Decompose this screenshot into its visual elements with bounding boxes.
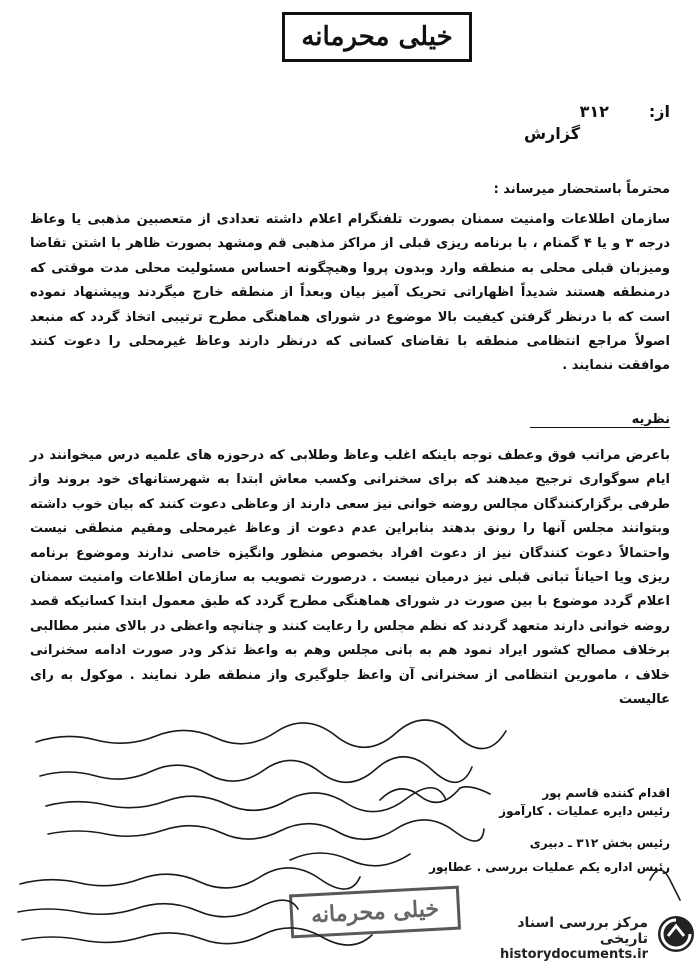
opinion-paragraph: باعرض مراتب فوق وعطف توجه باینکه اغلب وعاظ وطلابی که درحوزه های علمیه درس میخوانند در ایام سوگواری ترجیح میدهند که برای سخنرانی وکسب معاش ابتدا به شهرستانهای خود بروند واز طرفی برگزارکنندگان مجالس روضه خوانی نیز سعی دارند از وعاظی دعوت کنند که بیان خوب داشته وبتوانند مجلس آنها را رونق بدهند بنابراین عدم دعوت از وعاظ غیرمحلی ومقیم منطقی نیست واحتمالاً دعوت کنندگان نیز از دعوت افراد بخصوص منظور وانگیزه خاصی ندارند وموضوع برنامه ریزی ویا احیاناً تبانی قبلی نیز درمیان نیست . درصورت تصویب به سازمان اطلاعات وامنیت سمنان اعلام گردد موضوع با بین صورت در شورای هماهنگی مطرح گردد که طبق معمول ابتدا کسانیکه قصد روضه خوانی دارند متعهد گردند که نظم مجلس را رعایت کنند و چنانچه واعظی در بالای منبر مطالبی برخلاف مصالح کشور ایراد نمود هم به بانی مجلس وهم به واعظ تذکر ودر صورت ادامه سخنرانی خلاف ، مامورین انتظامی از سخنرانی آن واعظ جلوگیری واز منطقه طرد نمایند . موکول به رای عالیست	[30, 448, 670, 708]
signature-line-dept: رئیس دایره عملیات . کارآموز	[499, 804, 670, 818]
signature-line-author: اقدام کننده قاسم پور	[542, 786, 670, 800]
watermark	[494, 910, 694, 966]
opinion-heading: نظریه	[530, 412, 670, 428]
signature-line-office: رئیس اداره یکم عملیات بررسی . عطاپور	[429, 860, 670, 874]
classification-stamp: خیلی محرمانه	[282, 12, 472, 62]
from-label: از:	[648, 101, 670, 121]
from-row	[430, 96, 670, 126]
signature-line-section: رئیس بخش ۳۱۲ ـ دبیری	[529, 836, 670, 850]
from-value: ۳۱۲	[579, 101, 609, 121]
report-title: گزارش	[523, 124, 580, 143]
bottom-classification-stamp: خیلی محرمانه	[289, 886, 461, 939]
signature-block	[340, 784, 670, 876]
archive-logo-icon	[656, 914, 696, 954]
watermark-site: historydocuments.ir	[499, 946, 648, 962]
report-paragraph: سازمان اطلاعات وامنیت سمنان بصورت تلفنگرام اعلام داشته تعدادی از متعصبین مذهبی یا وعاظ درجه ۳ و یا ۴ گمنام ، با برنامه ریزی قبلی از مراکز مذهبی قم ومشهد بصورت ظاهر با اشتن تقاضا ومیزبان قبلی محلی به منطقه وارد وبدون پروا وهیچگونه احساس مسئولیت محلی مدت موقتی که درمنطقه هستند شدیداً اظهاراتی تحریک آمیز بیان وبعداً از منطقه خارج میگردند وپیشنهاد نموده است که با درنظر گرفتن کیفیت بالا موضوع در شورای هماهنگی مطرح ترتیبی اتخاذ گردد که منبعد اصولاً مراجع انتظامی منطقه با تقاضای کسانی که درنظر دارند وعاظ غیرمحلی را دعوت کنند موافقت ننمایند .	[30, 212, 671, 374]
salutation: محترماً باستحضار میرساند :	[493, 182, 670, 197]
watermark-org: مرکز بررسی اسناد تاریخی	[517, 914, 648, 947]
